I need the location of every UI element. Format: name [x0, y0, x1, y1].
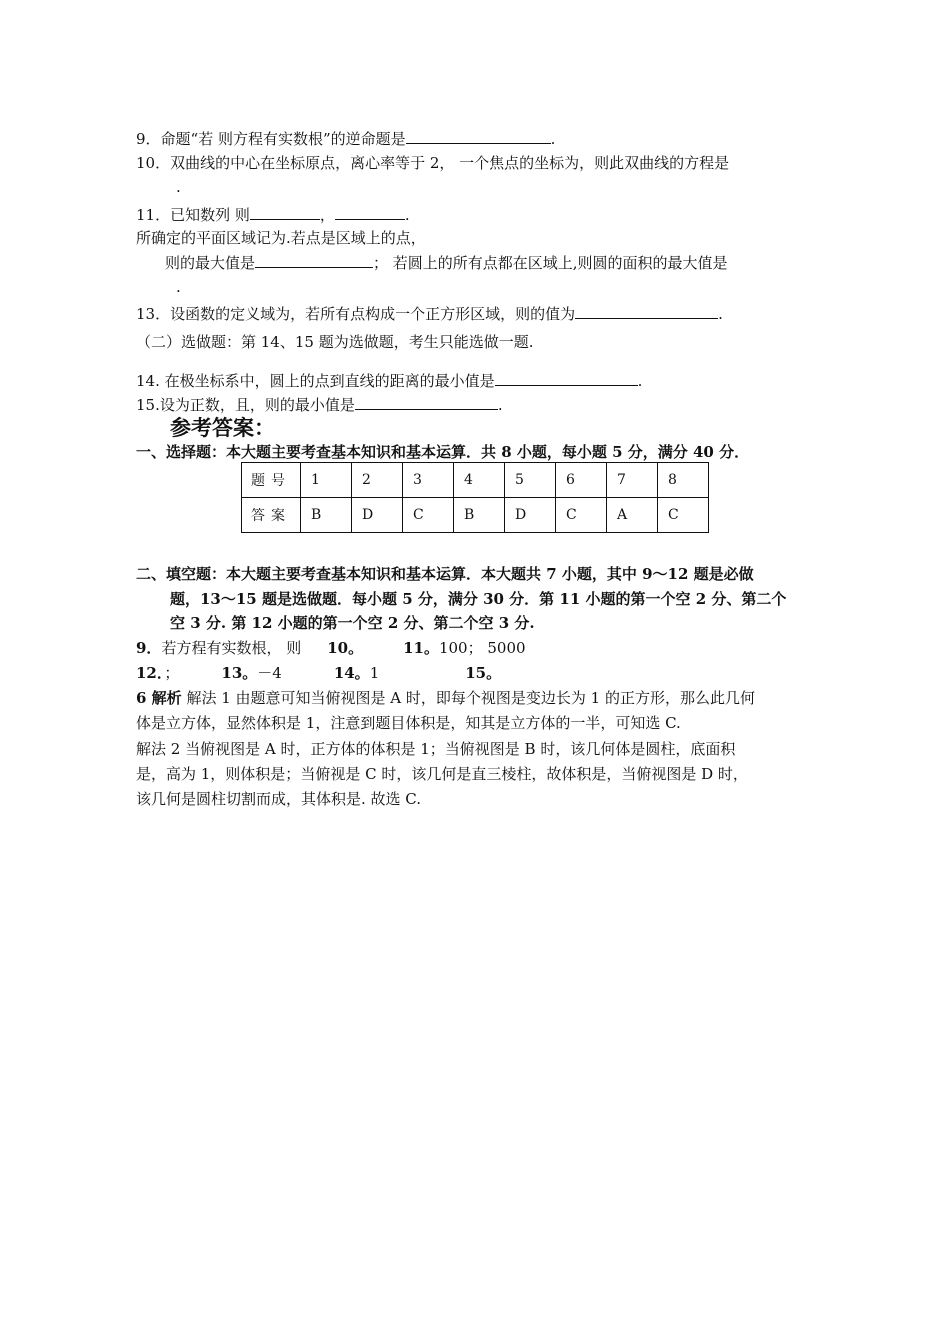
analysis-text: 解法 1 由题意可知当俯视图是 A 时，即每个视图是变边长为 1 的正方形，那么此几何 [181, 689, 755, 707]
question-13-text: 13．设函数的定义域为，若所有点构成一个正方形区域，则的值为 [136, 305, 576, 323]
question-15-end: . [497, 396, 503, 414]
analysis-line4: 是，高为 1，则体积是；当俯视是 C 时，该几何是直三棱柱，故体积是，当俯视图是 D 时， [136, 765, 748, 783]
table-cell: 8 [658, 463, 709, 498]
table-cell: 4 [454, 463, 505, 498]
table-cell: C [658, 498, 709, 533]
analysis-label: 6 解析 [136, 689, 182, 707]
table-cell: C [556, 498, 607, 533]
answer-value: 1 [369, 664, 380, 682]
table-header-cell: 题号 [242, 463, 301, 498]
answer-value: 100； 5000 [438, 639, 526, 657]
answer-label: 15。 [465, 664, 502, 682]
answer-label: 10。 [327, 639, 364, 657]
question-12-cont: . [176, 278, 181, 296]
section-1-title: 一、选择题：本大题主要考查基本知识和基本运算．共 8 小题，每小题 5 分，满分 40 分． [136, 443, 750, 461]
analysis-line5: 该几何是圆柱切割而成，其体积是. 故选 C. [136, 790, 422, 808]
analysis-line3: 解法 2 当俯视图是 A 时，正方体的体积是 1；当俯视图是 B 时，该几何体是圆柱，底面积 [136, 740, 736, 758]
table-cell: A [607, 498, 658, 533]
answer-label: 9． [136, 639, 162, 657]
question-13-end: . [718, 305, 723, 323]
question-14-end: . [637, 372, 643, 390]
question-11 [136, 203, 410, 226]
table-cell: D [505, 498, 556, 533]
answer-blank [255, 251, 373, 268]
table-header-cell: 答案 [242, 498, 301, 533]
answer-value: ； [164, 664, 180, 682]
answer-label: 11。 [403, 639, 439, 657]
table-cell: 5 [505, 463, 556, 498]
fill-answers-row1 [136, 637, 526, 659]
question-12-text-a: 则的最大值是 [165, 254, 256, 272]
question-15-text: 15.设为正数，且，则的最小值是 [136, 396, 355, 414]
fill-answers-row2 [136, 662, 501, 684]
question-10 [136, 152, 729, 174]
answer-blank [250, 203, 320, 220]
table-row [242, 498, 709, 533]
answer-label: 13。 [221, 664, 258, 682]
table-cell: 7 [607, 463, 658, 498]
question-9-end: . [550, 130, 556, 148]
question-11-end: . [404, 206, 410, 224]
answer-label: 14。 [333, 664, 370, 682]
answer-blank [335, 203, 405, 220]
question-13 [136, 302, 723, 325]
table-cell: B [301, 498, 352, 533]
answer-blank [575, 302, 718, 319]
question-11-text: 11．已知数列 则 [136, 206, 250, 224]
table-cell: 3 [403, 463, 454, 498]
question-15 [136, 393, 503, 416]
table-cell: 1 [301, 463, 352, 498]
question-11-sep: ， [319, 206, 335, 224]
table-cell: 6 [556, 463, 607, 498]
answer-blank [495, 369, 638, 386]
answer-blank [355, 393, 498, 410]
question-14-text: 14. 在极坐标系中，圆上的点到直线的距离的最小值是 [136, 372, 495, 390]
question-12-line2 [165, 251, 728, 274]
question-9 [136, 127, 555, 150]
question-9-text: 9．命题“若 则方程有实数根”的逆命题是 [136, 130, 406, 148]
analysis-line2: 体是立方体，显然体积是 1，注意到题目体积是，知其是立方体的一半，可知选 C. [136, 714, 681, 732]
optional-note: （二）选做题：第 14、15 题为选做题，考生只能选做一题. [136, 333, 534, 351]
table-cell: D [352, 498, 403, 533]
answers-heading: 参考答案： [170, 416, 275, 440]
table-row [242, 463, 709, 498]
answer-table [241, 462, 709, 533]
analysis-line1 [136, 687, 755, 709]
table-cell: C [403, 498, 454, 533]
answer-blank [406, 127, 551, 144]
section-2-title-line2: 题，13～15 题是选做题．每小题 5 分，满分 30 分．第 11 小题的第一个空 2 分、第二个 [170, 590, 787, 608]
question-14 [136, 369, 642, 392]
answer-value: 若方程有实数根， 则 [161, 639, 302, 657]
answer-value: －4 [257, 664, 282, 682]
answer-label: 12． [136, 664, 165, 682]
section-2-title-line3: 空 3 分. 第 12 小题的第一个空 2 分、第二个空 3 分. [170, 614, 535, 632]
section-2-title-line1: 二、填空题：本大题主要考查基本知识和基本运算．本大题共 7 小题，其中 9～12 题是必做 [136, 565, 754, 583]
question-10-cont: . [176, 178, 181, 196]
question-12-text-b: ； 若圆上的所有点都在区域上,则圆的面积的最大值是 [373, 254, 728, 272]
table-cell: 2 [352, 463, 403, 498]
question-10-text: 10．双曲线的中心在坐标原点，离心率等于 2， 一个焦点的坐标为，则此双曲线的方程是 [136, 154, 730, 172]
table-cell: B [454, 498, 505, 533]
question-12-line1: 所确定的平面区域记为.若点是区域上的点， [136, 229, 426, 247]
